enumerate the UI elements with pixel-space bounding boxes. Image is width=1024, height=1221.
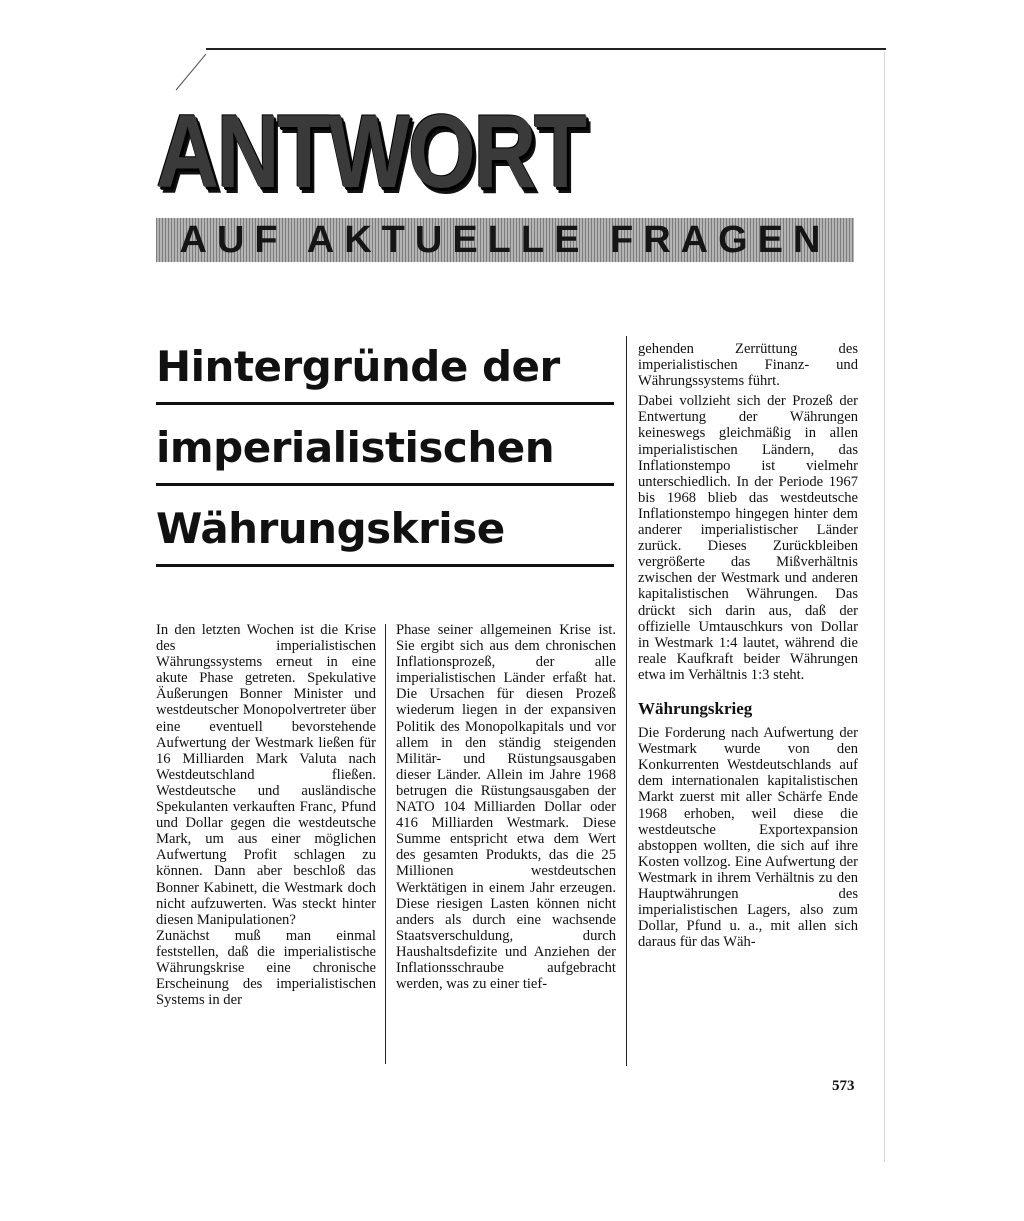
column-divider (385, 624, 386, 1064)
headline-line-3: Währungskrise (156, 504, 505, 553)
text-column-2 (396, 622, 616, 992)
masthead-title: ANTWORT (156, 94, 585, 210)
column-divider (626, 336, 627, 1066)
masthead (156, 94, 666, 210)
paragraph: Zunächst muß man einmal feststellen, daß die imperialistische Währungskrise eine chronische Erscheinung des imperialistischen Systems in der (156, 927, 376, 1009)
article-headline (156, 334, 616, 577)
paragraph: In den letzten Wochen ist die Krise des imperialistischen Währungssystems erneut in eine akute Phase getreten. Spekulative Äußerungen Bonner Minister und westdeutscher Monopolvertreter über eine eventuell bevorstehende Aufwertung der Westmark ließen für 16 Milliarden Mark Valuta nach Westdeutschland fließen. Westdeutsche und ausländische Spekulanten verkauften Franc, Pfund und Dollar gegen die westdeutsche Mark, um aus einer möglichen Aufwertung Profit schlagen zu können. Dann aber beschloß das Bonner Kabinett, die Westmark doch nicht aufzuwerten. Was steckt hinter diesen Manipulationen? (156, 622, 376, 928)
headline-line-1: Hintergründe der (156, 342, 560, 391)
masthead-subtitle: AUF AKTUELLE FRAGEN (179, 219, 831, 261)
text-column-1 (156, 622, 376, 1008)
page-edge-line (884, 52, 885, 1162)
paragraph: Dabei vollzieht sich der Prozeß der Entwertung der Währungen keineswegs gleichmäßig in allen imperialistischen Ländern, das Inflationstempo ist vielmehr unterschiedlich. In der Periode 1967 bis 1968 blieb das westdeutsche Inflationstempo hingegen hinter dem anderer imperialistischer Länder zurück. Dieses Zurückbleiben vergrößerte das Mißverhältnis zwischen der Westmark und anderen kapitalistischen Währungen. Das drückt sich darin aus, daß der offizielle Umtauschkurs von Dollar in Westmark 1:4 lautet, während die reale Kaufkraft beider Währungen etwa im Verhältnis 1:3 steht. (638, 393, 858, 683)
headline-line-2: imperialistischen (156, 423, 555, 472)
top-rule (206, 48, 886, 50)
paragraph: gehenden Zerrüttung des imperialistischen Finanz- und Währungssystems führt. (638, 341, 858, 390)
text-column-3 (638, 341, 858, 950)
page-number: 573 (832, 1078, 855, 1094)
headline-rule (156, 402, 614, 405)
headline-rule (156, 483, 614, 486)
headline-rule (156, 564, 614, 567)
section-heading: Währungskrieg (638, 698, 753, 718)
paragraph: Die Forderung nach Aufwertung der Westmark wurde von den Konkurrenten Westdeutschlands auf dem internationalen kapitalistischen Markt zuerst mit aller Schärfe Ende 1968 erhoben, weil diese die westdeutsche Exportexpansion abstoppen wollten, die sich auf ihre Kosten vollzog. Eine Aufwertung der Westmark in ihrem Verhältnis zu den Hauptwährungen des imperialistischen Lagers, also zum Dollar, Pfund u. a., mit allen sich daraus für das Wäh- (638, 725, 858, 951)
corner-fold-mark (172, 52, 212, 92)
paragraph: Phase seiner allgemeinen Krise ist. Sie ergibt sich aus dem chronischen Inflationsprozeß, der alle imperialistischen Länder erfaßt hat. Die Ursachen für diesen Prozeß wiederum liegen in der expansiven Politik des Monopolkapitals und vor allem in den ständig steigenden Militär- und Rüstungsausgaben dieser Länder. Allein im Jahre 1968 betrugen die Rüstungsausgaben der NATO 104 Milliarden Dollar oder 416 Milliarden Westmark. Diese Summe entspricht etwa dem Wert des gesamten Produkts, das die 25 Millionen westdeutschen Werktätigen in einem Jahr erzeugen. Diese riesigen Lasten können nicht anders als durch eine wachsende Staatsverschuldung, durch Haushaltsdefizite und Anziehen der Inflationsschraube aufgebracht werden, was zu einer tief- (396, 622, 616, 993)
